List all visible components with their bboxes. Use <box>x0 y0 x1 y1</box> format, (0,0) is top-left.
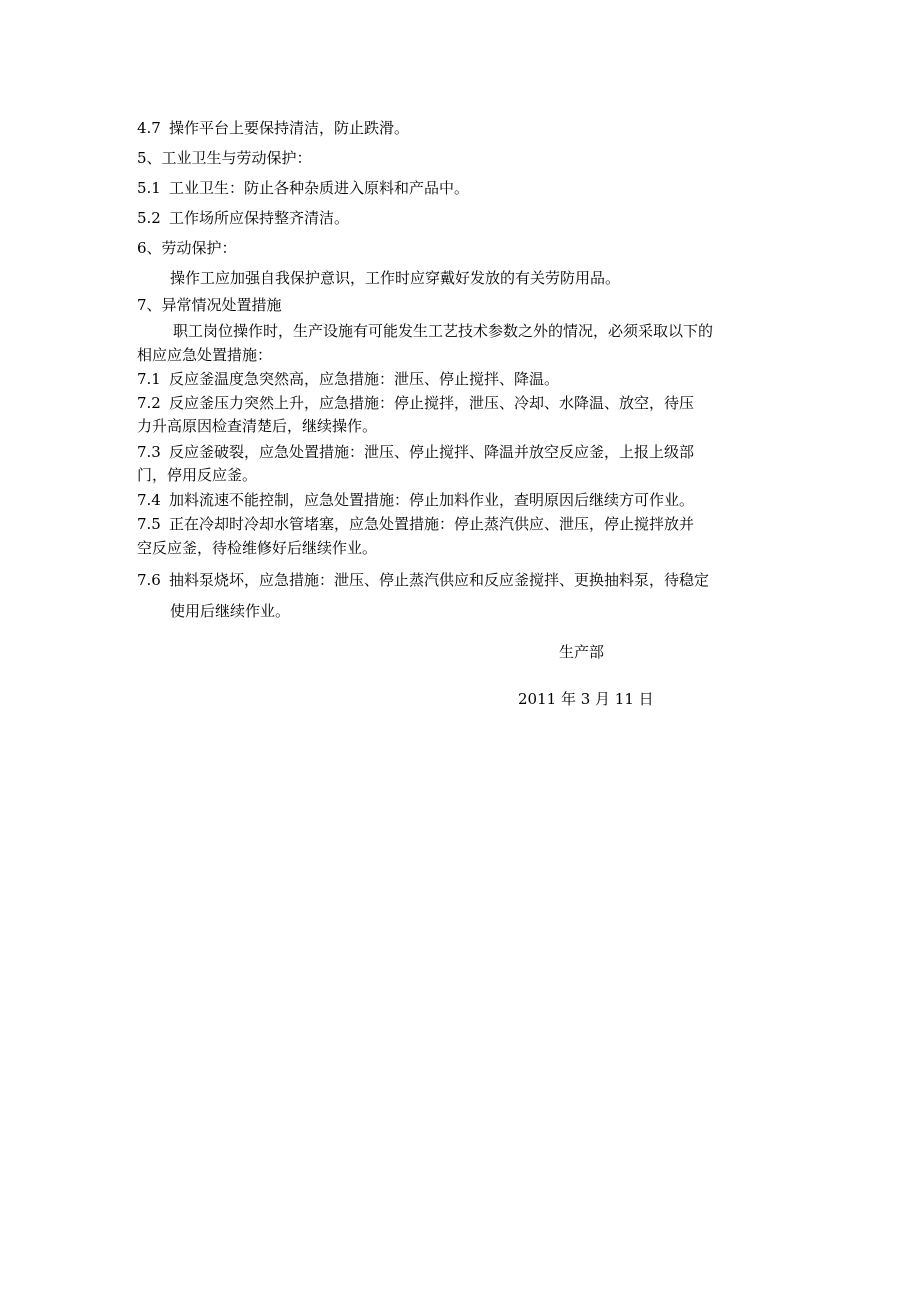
item-5-2 <box>137 208 797 228</box>
item-text: 抽料泵烧坏，应急措施：泄压、停止蒸汽供应和反应釜搅拌、更换抽料泵，待稳定 <box>169 571 710 589</box>
item-number: 5.1 <box>137 179 161 197</box>
item-7-6 <box>137 570 797 590</box>
item-number: 7.5 <box>137 515 161 533</box>
item-7-2-continuation <box>137 416 797 436</box>
item-text: 工业卫生：防止各种杂质进入原料和产品中。 <box>169 179 470 197</box>
item-number: 7.6 <box>137 571 161 589</box>
item-text: 使用后继续作业。 <box>170 602 291 620</box>
section-heading-text: 5、工业卫生与劳动保护： <box>137 149 312 167</box>
item-text: 力升高原因检查清楚后，继续操作。 <box>137 417 378 435</box>
section-6-heading <box>137 238 797 258</box>
item-7-3 <box>137 442 797 462</box>
item-text: 正在冷却时冷却水管堵塞，应急处置措施：停止蒸汽供应、泄压，停止搅拌放并 <box>169 515 695 533</box>
signature-date: 2011 年 3 月 11 日 <box>518 690 654 708</box>
item-number: 7.2 <box>137 394 161 412</box>
item-text: 操作平台上要保持清洁，防止跌滑。 <box>169 119 410 137</box>
item-text: 工作场所应保持整齐清洁。 <box>169 209 350 227</box>
item-number: 7.3 <box>137 443 161 461</box>
section-5-heading <box>137 148 797 168</box>
section-7-intro-line-2 <box>137 345 797 365</box>
section-7-intro-line-1 <box>173 321 833 341</box>
item-4-7 <box>137 118 797 138</box>
item-text: 反应釜压力突然上升，应急措施：停止搅拌，泄压、冷却、水降温、放空，待压 <box>169 394 695 412</box>
section-heading-text: 7、异常情况处置措施 <box>137 296 282 314</box>
section-6-paragraph <box>170 268 830 288</box>
item-text: 门，停用反应釜。 <box>137 466 258 484</box>
item-number: 4.7 <box>137 119 161 137</box>
item-7-6-continuation <box>170 601 830 621</box>
item-7-1 <box>137 369 797 389</box>
paragraph-text: 职工岗位操作时，生产设施有可能发生工艺技术参数之外的情况，必须采取以下的 <box>173 322 714 340</box>
item-text: 反应釜温度急突然高，应急措施：泄压、停止搅拌、降温。 <box>169 370 560 388</box>
item-text: 加料流速不能控制，应急处置措施：停止加料作业，查明原因后继续方可作业。 <box>169 491 695 509</box>
section-heading-text: 6、劳动保护： <box>137 239 237 257</box>
item-7-3-continuation <box>137 465 797 485</box>
paragraph-text: 操作工应加强自我保护意识，工作时应穿戴好发放的有关劳防用品。 <box>170 269 621 287</box>
section-7-heading <box>137 295 797 315</box>
item-number: 7.4 <box>137 491 161 509</box>
item-7-5 <box>137 514 797 534</box>
signature-department: 生产部 <box>559 643 605 661</box>
paragraph-text: 相应应急处置措施： <box>137 346 273 364</box>
item-5-1 <box>137 178 797 198</box>
item-7-2 <box>137 393 797 413</box>
item-7-4 <box>137 490 797 510</box>
item-number: 7.1 <box>137 370 161 388</box>
item-text: 空反应釜，待检维修好后继续作业。 <box>137 539 378 557</box>
item-text: 反应釜破裂，应急处置措施：泄压、停止搅拌、降温并放空反应釜，上报上级部 <box>169 443 695 461</box>
item-7-5-continuation <box>137 538 797 558</box>
item-number: 5.2 <box>137 209 161 227</box>
